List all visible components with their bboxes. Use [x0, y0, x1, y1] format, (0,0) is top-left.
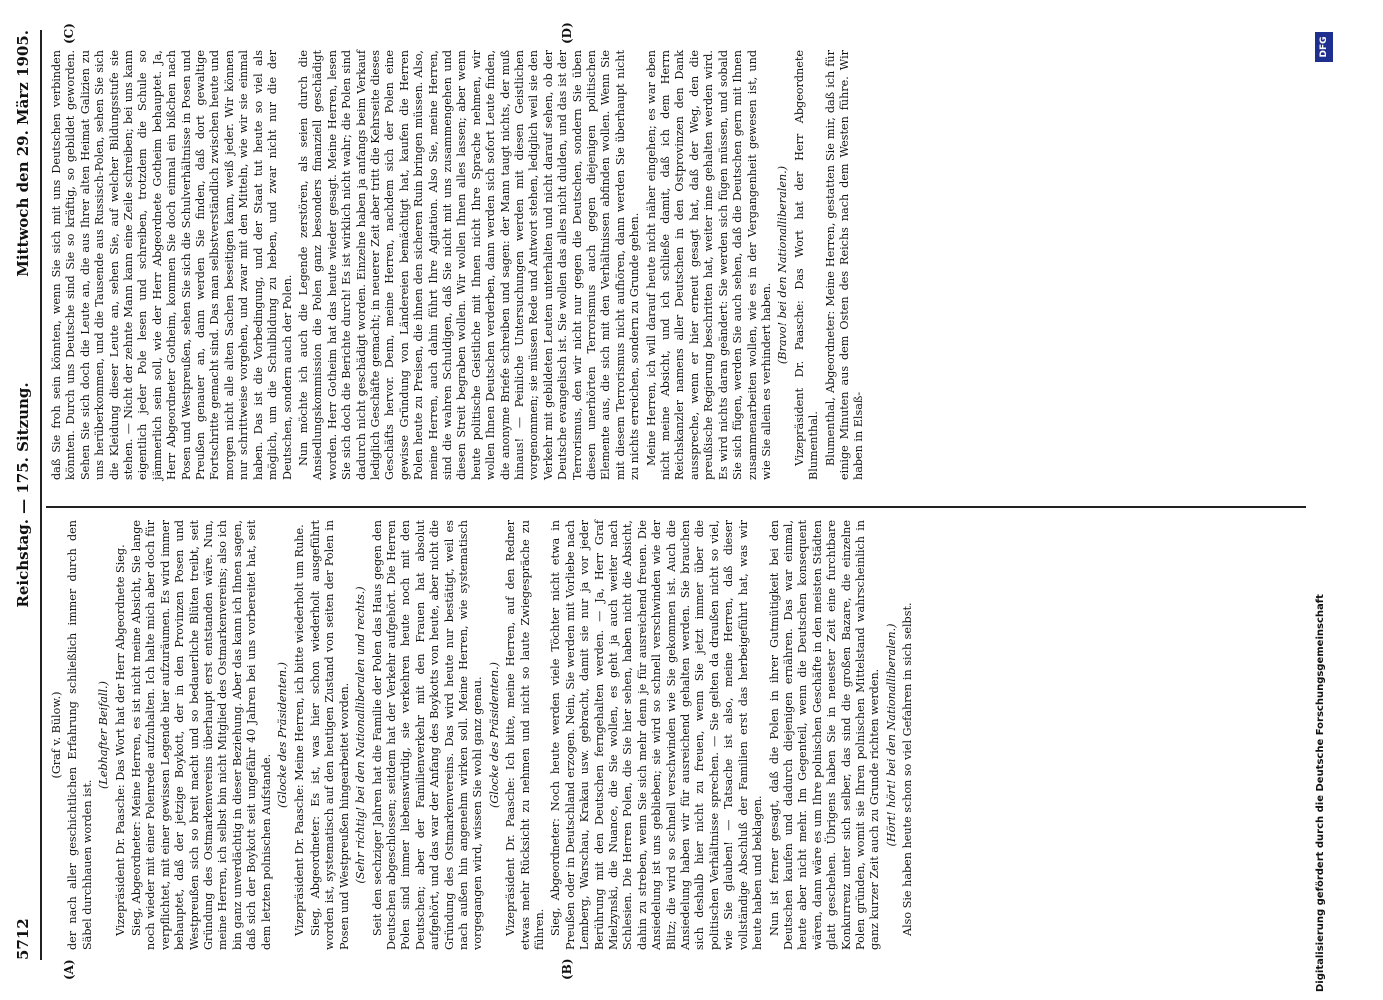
left-paragraph: Sieg, Abgeordneter: Es ist, was hier schon wiederholt ausgeführt worden ist, systematisch auf den heutigen Zustand von seiten der Polen in Posen und Westpreußen hingearbeitet worden. [308, 520, 351, 950]
left-paragraph: (Lebhafter Beifall.) [97, 681, 111, 789]
left-paragraph: (Sehr richtig! bei den Nationalliberalen und rechts.) [354, 586, 368, 884]
left-paragraph: Sieg, Abgeordneter: Meine Herren, es ist nicht meine Absicht, Sie lange noch wieder mit einer Polenrede aufzuhalten. Ich halte mich aber doch für verpflichtet, mit einer gewissen Legende hier aufzuräumen. Es wird immer behauptet, daß der jetzige Boykott, der in den Provinzen Posen und Westpreußen sich so breit macht und so bedauerliche Blüten treibt, seit Gründung des Ostmarkenvereins überhaupt erst entstanden wäre. Nun, meine Herren, ich selbst bin nicht Mitglied des Ostmarkenvereins; also ich bin ganz unverdächtig in dieser Beziehung. Aber das kann ich Ihnen sagen, daß sich der Boykott seit ungefähr 40 Jahren bei uns vorbereitet hat, seit dem letzten polnischen Aufstande. [130, 520, 273, 950]
left-paragraph: (Hört! hört! bei den Nationalliberalen.) [884, 623, 898, 847]
digitization-credit [1315, 32, 1337, 992]
margin-marker-a: (A) [62, 959, 76, 980]
left-paragraph: Seit den sechziger Jahren hat die Familie der Polen das Haus gegen den Deutschen abgeschlossen; seitdem hat der Verkehr aufgehört. Die Herren Polen sind immer liebenswürdig, sie verkehren heute noch mit den Deutschen; aber der Familienverkehr mit den Frauen hat absolut aufgehört, und das war der Anfang des Boykotts von heute, aber nicht die Gründung des Ostmarkenvereins. Das wird heute nur bestätigt, weil es nach außen hin angenehm wirken soll. Meine Herren, wie systematisch vorgegangen wird, wissen Sie wohl ganz genau. [370, 520, 485, 950]
session-date: Mittwoch den 29. März 1905. [14, 30, 32, 277]
left-paragraph: Vizepräsident Dr. Paasche: Das Wort hat der Herr Abgeordnete Sieg. [113, 544, 127, 936]
left-paragraph: der nach aller geschichtlichen Erfahrung schließlich immer durch den Säbel durchhauen worden ist. [66, 520, 94, 950]
header-rule [40, 30, 42, 960]
page-number: 5712 [14, 918, 32, 960]
credit-text: Digitalisierung gefördert durch die Deutsche Forschungsgemeinschaft [1315, 594, 1326, 992]
left-paragraph: Nun ist ferner gesagt, daß die Polen in ihrer Gutmütigkeit bei den Deutschen kaufen und dadurch diejenigen ernähren. Das war einmal, heute aber nicht mehr. Im Gegenteil, wenn die Deutschen konsequent wären, dann wäre es um Ihre polnischen Geschäfte in den meisten Städten glatt geschehen. Übrigens haben Sie in neuester Zeit eine furchtbare Konkurrenz unter sich selber, das sind die großen Bazare, die einzelne Polen gründen, womit sie Ihren polnischen Mittelstand wahrscheinlich in ganz kurzer Zeit auch zu Grunde richten werden. [767, 520, 882, 950]
left-paragraph: Sieg, Abgeordneter: Noch heute werden viele Töchter nicht etwa in Preußen oder in Deutschland erzogen. Nein, Sie werden mit Vorliebe nach Lemberg, Warschau, Krakau usw. gebracht, damit sie nur ja vor jeder Berührung mit den Deutschen ferngehalten werden. — Ja, Herr Graf Mielzynski, die Nuance, die Sie wollen, es geht ja auch weiter nach Schlesien. Die Herren Polen, die Sie hier sehen, haben nicht die Absicht, dahin zu streben, wenn Sie sich mehr denn je für ausreichend freuen. Die Ansiedelung ist uns geblieben; sie wird so schnell verschwinden wie der Blitz; die wird so schnell verschwinden wie Sie gekommen ist. Auch die Ansiedelung haben wir für ausreichend gehalten werden. Sie brauchen sich deshalb hier nicht zu freuen, wenn Sie jetzt immer über die politischen Verhältnisse sprechen. — Sie gelten da draußen nicht so viel, wie Sie glauben! — Tatsache ist also, meine Herren, daß dieser vollständige Abschluß der Familien erst das herbeigeführt hat, was wir heute haben und beklagen. [549, 520, 765, 950]
right-paragraph: Meine Herren, ich will darauf heute nicht näher eingehen; es war eben nicht meine Absicht, und ich schließe damit, daß ich dem Herrn Reichskanzler namens aller Deutschen in den Ostprovinzen den Dank ausspreche, wenn er hier erneut gesagt hat, daß der Weg, den die preußische Regierung beschritten hat, weiter inne gehalten werden wird. Es wird nichts daran geändert: Sie werden sich fügen müssen, und sobald Sie sich fügen, werden Sie auch sehen, daß die Deutschen gern mit Ihnen zusammenarbeiten wollen, wie es in der Vergangenheit gewesen ist, und wie Sie allein es verhindert haben. [644, 50, 773, 480]
margin-marker-c: (C) [62, 23, 76, 44]
right-paragraph: Nun möchte ich auch die Legende zerstören, als seien durch die Ansiedlungskommission die Polen ganz besonders finanziell geschädigt worden. Herr Gotheim hat das heute wieder gesagt. Meine Herren, lesen Sie sich doch die Berichte durch! Es ist wirklich nicht wahr; die Polen sind dadurch nicht geschädigt worden. Einzelne haben ja anfangs beim Verkauf lediglich Geschäfte gemacht; in neuerer Zeit aber tritt die Kehrseite dieses Geschäfts hervor. Denn, meine Herren, nachdem sich der Polen eine gewisse Gründung von Ländereien bemächtigt hat, kaufen die Herren Polen heute zu Preisen, die ihnen den sicheren Ruin bringen müssen. Also, meine Herren, auch dahin führt Ihre Agitation. Also Sie, meine Herren, sind die wahren Schuldigen, daß Sie nicht mit uns zusammengehen und diesen Streit begraben wollen. Wir wollen Ihnen alles lassen; aber wenn heute politische Geistliche mit Ihnen nicht Ihre Sprache nehmen, wir wollen Ihnen Deutschen verderben, dann werden sich sofort Leute finden, die anonyme Briefe schreiben und sagen: der Mann taugt nichts, der muß hinaus! — Peinliche Untersuchungen werden mit diesen Geistlichen vorgenommen; sie müssen Rede und Antwort stehen, lediglich weil sie den Verkehr mit gebildeten Leuten unterhalten und nicht darauf sehen, ob der Deutsche evangelisch ist. Sie wollen das alles nicht dulden, und das ist der Terrorismus, den wir nicht nur gegen die Deutschen, sondern Sie üben diesen unerhörten Terrorismus auch gegen diejenigen politischen Elemente aus, die sich mit den Verhältnissen abfinden wollen. Wenn Sie mit diesem Terrorismus nicht aufhören, dann werden Sie überhaupt nicht zu nichts erreichen, sondern zu Grunde gehen. [296, 50, 642, 480]
left-paragraph: Also Sie haben heute schon so viel Gefahren in sich selbst. [901, 602, 915, 936]
left-paragraph: Vizepräsident Dr. Paasche: Ich bitte, meine Herren, auf den Redner etwas mehr Rücksicht zu nehmen und nicht so laute Zwiegespräche zu führen. [504, 520, 546, 950]
column-divider [46, 506, 1306, 508]
right-paragraph: (Bravo! bei den Nationalliberalen.) [776, 165, 790, 365]
left-paragraph: (Graf v. Bülow.) [50, 691, 63, 779]
page-header [14, 30, 36, 960]
right-paragraph: daß Sie froh sein könnten, wenn Sie sich mit uns Deutschen verbinden könnten. Durch uns Deutsche sind Sie so kräftig, so gebildet geworden. Sehen Sie sich doch die Leute an, die aus Ihrer alten Heimat Galizien zu uns herüberkommen, und die Tausende aus Russisch-Polen, sehen Sie sich die Kleidung dieser Leute an, sehen Sie, auf welcher Bildungsstufe sie stehen. — Nicht der zehnte Mann kann eine Zeile schreiben; bei uns kann eigentlich jeder Pole lesen und schreiben, trotzdem die Schule so jämmerlich sein soll, wie der Herr Abgeordnete Gotheim behauptet. Ja, Herr Abgeordneter Gotheim, kommen Sie doch einmal ein bißchen nach Posen und Westpreußen, sehen Sie sich die Schulverhältnisse in Posen und Preußen genauer an, dann werden Sie finden, daß dort gewaltige Fortschritte gemacht sind. Das man selbstverständlich zwischen heute und morgen nicht alle alten Sachen beseitigen kann, weiß jeder. Wir können nur schrittweise vorgehen, und zwar mit den Mitteln, wie wir sie einmal haben. Das ist die Vorbedingung, und der Staat tut heute so viel als möglich, um die Schulbildung zu heben, und zwar nicht nur die der Deutschen, sondern auch der Polen. [50, 50, 294, 480]
margin-marker-d: (D) [560, 22, 574, 44]
left-column [50, 520, 918, 950]
left-paragraph: (Glocke des Präsidenten.) [276, 662, 290, 809]
right-paragraph: Blumenthal, Abgeordneter: Meine Herren, gestatten Sie mir, daß ich für einige Minuten aus dem Osten des Reichs nach dem Westen führe. Wir haben in Elsaß- [823, 50, 866, 480]
right-column [50, 50, 869, 480]
left-paragraph: Vizepräsident Dr. Paasche: Meine Herren, ich bitte wiederholt um Ruhe. [292, 524, 306, 936]
right-paragraph: Vizepräsident Dr. Paasche: Das Wort hat der Herr Abgeordnete Blumenthal. [792, 50, 821, 480]
dfg-logo: DFG [1315, 32, 1333, 62]
left-paragraph: (Glocke des Präsidenten.) [487, 662, 501, 809]
margin-marker-b: (B) [560, 958, 574, 980]
session-title: Reichstag. — 175. Sitzung. [14, 382, 32, 608]
